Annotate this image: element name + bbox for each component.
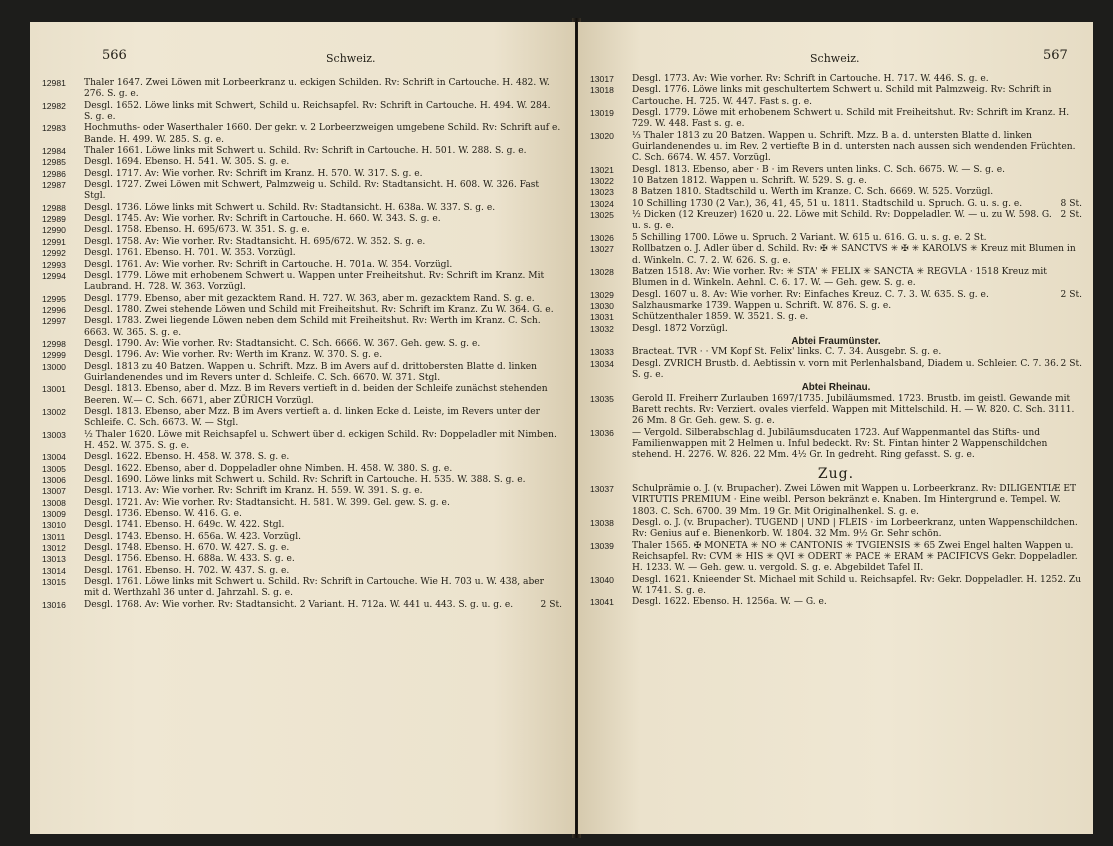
lot-number: 13040 [590, 574, 614, 585]
lot-number: 13027 [590, 244, 614, 255]
lot-description: Gerold II. Freiherr Zurlauben 1697/1735. Jubiläumsmed. 1723. Brustb. im geistl. Gewande mit Barett rechts. Rv: Verziert. ovales vierfeld. Wappen mit Mittelschild. H. — W. 820. C. Sch. 3111. 26 Mm. 8 Gr. Geh. gew. S. g. e. [632, 393, 1075, 427]
lot-number: 13008 [42, 497, 66, 508]
catalog-entry [590, 233, 1082, 244]
catalog-entry [42, 577, 562, 600]
catalog-entry [42, 260, 562, 271]
lot-number: 13016 [42, 599, 66, 610]
catalog-entry [42, 362, 562, 385]
lot-description: Desgl. 1713. Av: Wie vorher. Rv: Schrift im Kranz. H. 559. W. 391. S. g. e. [84, 486, 423, 497]
catalog-entry [590, 131, 1082, 165]
catalog-entry [42, 248, 562, 259]
lot-description: Desgl. 1694. Ebenso. H. 541. W. 305. S. g. e. [84, 157, 290, 168]
catalog-entry [42, 384, 562, 407]
lot-description: Desgl. 1717. Av: Wie vorher. Rv: Schrift im Kranz. H. 570. W. 317. S. g. e. [84, 168, 423, 179]
catalog-entry [590, 199, 1082, 210]
lot-description: Desgl. 1768. Av: Wie vorher. Rv: Stadtansicht. 2 Variant. H. 712a. W. 441 u. 443. S. g. u. g. e. [84, 599, 514, 610]
lot-number: 13003 [42, 429, 66, 440]
lot-description: Salzhausmarke 1739. Wappen u. Schrift. W. 876. S. g. e. [632, 300, 892, 311]
lot-number: 13037 [590, 484, 614, 495]
lot-description: Desgl. 1721. Av: Wie vorher. Rv: Stadtansicht. H. 581. W. 399. Gel. gew. S. g. e. [84, 497, 450, 508]
piece-count: 8 St. [1060, 198, 1082, 209]
lot-number: 12988 [42, 202, 66, 213]
lot-number: 13021 [590, 164, 614, 175]
lot-description: Desgl. 1622. Ebenso. H. 458. W. 378. S. g. e. [84, 452, 290, 463]
lot-number: 13022 [590, 176, 614, 187]
catalog-entry [590, 244, 1082, 267]
lot-description: Desgl. 1652. Löwe links mit Schwert, Schild u. Reichsapfel. Rv: Schrift in Cartouche. H. 494. W. 284. S. g. e. [84, 100, 551, 123]
lot-description: Thaler 1661. Löwe links mit Schwert u. Schild. Rv: Schrift in Cartouche. H. 501. W. 288. S. g. e. [84, 146, 527, 157]
piece-count: 2 St. [1060, 210, 1082, 221]
lot-description: ⅓ Thaler 1813 zu 20 Batzen. Wappen u. Schrift. Mzz. B a. d. untersten Blatte d. linken Guirlandenendes u. im Rev. 2 vertiefte B in d. untersten nach aussen sich wendenden Früchten. C. Sch. 6674. W. 457. Vorzügl. [632, 130, 1076, 164]
catalog-entry [42, 464, 562, 475]
catalog-entry [590, 176, 1082, 187]
catalog-entry [42, 180, 562, 203]
lot-number: 12999 [42, 350, 66, 361]
lot-number: 13028 [590, 266, 614, 277]
catalog-entry [590, 74, 1082, 85]
catalog-entry [590, 210, 1082, 233]
catalog-entry [42, 600, 562, 611]
catalog-entry [42, 452, 562, 463]
section-heading: Abtei Fraumünster. [791, 335, 881, 347]
catalog-entry [42, 554, 562, 565]
lot-number: 13033 [590, 347, 614, 358]
lot-number: 13031 [590, 312, 614, 323]
catalog-entry [42, 101, 562, 124]
catalog-entry [590, 347, 1082, 358]
catalog-entry [42, 350, 562, 361]
catalog-entry [42, 214, 562, 225]
page-header: Schweiz. [326, 52, 376, 65]
lot-description: Desgl. 1622. Ebenso. H. 1256a. W. — G. e. [632, 597, 827, 608]
lot-description: Desgl. 1761. Ebenso. H. 702. W. 437. S. g. e. [84, 565, 290, 576]
catalog-entry [590, 108, 1082, 131]
lot-description: Desgl. 1776. Löwe links mit geschultertem Schwert u. Schild mit Palmzweig. Rv: Schrift in Cartouche. H. 725. W. 447. Fast s. g. e. [632, 85, 1052, 107]
lot-number: 13029 [590, 289, 614, 300]
catalog-column [590, 74, 1082, 609]
catalog-entry [42, 339, 562, 350]
lot-description: Rollbatzen o. J. Adler über d. Schild. Rv: ✠ ✳ SANCTVS ✳ ✠ ✳ KAROLVS ✳ Kreuz mit Blumen in d. Winkeln. C. 7. 2. W. 626. S. g. e. [632, 244, 1076, 266]
lot-number: 13032 [590, 323, 614, 334]
right-page [578, 22, 1093, 834]
section-heading: Abtei Rheinau. [801, 382, 871, 394]
catalog-entry [42, 430, 562, 453]
catalog-entry [590, 290, 1082, 301]
lot-description: Desgl. 1872 Vorzügl. [632, 323, 728, 334]
lot-number: 13035 [590, 393, 614, 404]
lot-description: Desgl. 1745. Av: Wie vorher. Rv: Schrift in Cartouche. H. 660. W. 343. S. g. e. [84, 214, 441, 225]
catalog-entry [590, 324, 1082, 335]
lot-number: 13011 [42, 531, 66, 542]
catalog-entry [42, 532, 562, 543]
lot-number: 13030 [590, 300, 614, 311]
lot-description: Desgl. 1736. Löwe links mit Schwert u. Schild. Rv: Stadtansicht. H. 638a. W. 337. S. g. e. [84, 202, 496, 213]
catalog-entry [42, 294, 562, 305]
lot-number: 12989 [42, 214, 66, 225]
left-page [30, 22, 575, 834]
lot-number: 12985 [42, 157, 66, 168]
catalog-entry [42, 520, 562, 531]
lot-description: Thaler 1565. ✠ MONETA ✳ NO ✳ CANTONIS ✳ TVGIENSIS ✳ 65 Zwei Engel halten Wappen u. Reichsapfel. Rv: CVM ✳ HIS ✳ QVI ✳ ODERT ✳ PACE ✳ ERAM ✳ PACIFICVS Gekr. Doppeladler. H. 1233. W. — Geh. gew. u. vergold. S. g. e. Abgebildet Tafel II. [632, 540, 1078, 574]
catalog-entry [42, 203, 562, 214]
lot-description: Desgl. 1783. Zwei liegende Löwen neben dem Schild mit Freiheitshut. Rv: Werth im Kranz. C. Sch. 6663. W. 365. S. g. e. [84, 316, 541, 338]
catalog-entry [42, 316, 562, 339]
lot-number: 12987 [42, 180, 66, 191]
piece-count: 2 St. [1060, 358, 1082, 369]
lot-number: 13018 [590, 85, 614, 96]
lot-description: Bracteat. TVR · · VM Kopf St. Felix' links. C. 7. 34. Ausgebr. S. g. e. [632, 347, 942, 358]
lot-description: Desgl. 1748. Ebenso. H. 670. W. 427. S. g. e. [84, 543, 290, 554]
piece-count: 2 St. [540, 599, 562, 610]
lot-description: Desgl. 1758. Av: Wie vorher. Rv: Stadtansicht. H. 695/672. W. 352. S. g. e. [84, 236, 426, 247]
lot-description: Desgl. 1736. Ebenso. W. 416. G. e. [84, 509, 242, 520]
entries-zurich [590, 74, 1082, 335]
lot-description: Desgl. 1690. Löwe links mit Schwert u. Schild. Rv: Schrift in Cartouche. H. 535. W. 388. S. g. e. [84, 475, 526, 486]
lot-description: Desgl. 1779. Löwe mit erhobenem Schwert u. Wappen unter Freiheitshut. Rv: Schrift im Kranz. Mit Laubrand. H. 728. W. 363. Vorzügl. [84, 270, 545, 293]
lot-description: Desgl. 1813. Ebenso, aber Mzz. B im Avers vertieft a. d. linken Ecke d. Leiste, im Revers unter der Schleife. C. Sch. 6673. W. — Stgl. [84, 406, 540, 429]
lot-number: 12982 [42, 100, 66, 111]
lot-number: 12990 [42, 225, 66, 236]
catalog-entry [42, 566, 562, 577]
lot-description: Batzen 1518. Av: Wie vorher. Rv: ✳ STA' ✳ FELIX ✳ SANCTA ✳ REGVLA · 1518 Kreuz mit Blumen in d. Winkeln. Aehnl. C. 6. 17. W. — Geh. gew. S. g. e. [632, 266, 1047, 289]
lot-number: 12984 [42, 146, 66, 157]
piece-count: 2 St. [1060, 289, 1082, 300]
catalog-entry [42, 543, 562, 554]
catalog-entry [590, 312, 1082, 323]
catalog-entry [42, 271, 562, 294]
lot-description: Desgl. 1780. Zwei stehende Löwen und Schild mit Freiheitshut. Rv: Schrift im Kranz. Zu W. 364. G. e. [84, 304, 554, 315]
lot-description: Desgl. 1790. Av: Wie vorher. Rv: Stadtansicht. C. Sch. 6666. W. 367. Geh. gew. S. g. e. [84, 338, 481, 349]
lot-number: 13012 [42, 543, 66, 554]
lot-description: Desgl. 1796. Av: Wie vorher. Rv: Werth im Kranz. W. 370. S. g. e. [84, 350, 383, 361]
lot-description: Thaler 1647. Zwei Löwen mit Lorbeerkranz u. eckigen Schilden. Rv: Schrift in Cartouche. H. 482. W. 276. S. g. e. [84, 78, 550, 100]
lot-description: Desgl. 1621. Knieender St. Michael mit Schild u. Reichsapfel. Rv: Gekr. Doppeladler. H. 1252. Zu W. 1741. S. g. e. [632, 574, 1082, 597]
lot-number: 13023 [590, 187, 614, 198]
lot-number: 12992 [42, 248, 66, 259]
lot-number: 13038 [590, 518, 614, 529]
lot-description: Desgl. 1779. Ebenso, aber mit gezacktem Rand. H. 727. W. 363, aber m. gezacktem Rand. S. g. e. [84, 293, 535, 304]
lot-number: 13015 [42, 577, 66, 588]
lot-description: Schulprämie o. J. (v. Brupacher). Zwei Löwen mit Wappen u. Lorbeerkranz. Rv: DILIGENTIÆ ET VIRTUTIS PREMIUM · Eine weibl. Person bekränzt e. Knaben. Im Hintergrund e. Tempel. W. 1803. C. Sch. 6700. 39 Mm. 19 Gr. Mit Originalhenkel. S. g. e. [632, 484, 1077, 517]
lot-number: 13041 [590, 597, 614, 608]
catalog-entry [42, 486, 562, 497]
lot-description: Desgl. 1727. Zwei Löwen mit Schwert, Palmzweig u. Schild. Rv: Stadtansicht. H. 608. W. 326. Fast Stgl. [84, 180, 540, 202]
catalog-entry [42, 498, 562, 509]
catalog-entry [42, 157, 562, 168]
lot-number: 13004 [42, 452, 66, 463]
entries-fraumuenster [590, 347, 1082, 381]
lot-number: 13005 [42, 463, 66, 474]
lot-description: Desgl. o. J. (v. Brupacher). TUGEND | UND | FLEIS · im Lorbeerkranz, unten Wappenschildchen. Rv: Genius auf e. Bienenkorb. W. 1804. 32 Mm. 9½ Gr. Sehr schön. [632, 518, 1078, 540]
catalog-entry [590, 394, 1082, 428]
lot-number: 13001 [42, 384, 66, 395]
catalog-column [42, 78, 562, 611]
lot-description: Schützenthaler 1859. W. 3521. S. g. e. [632, 312, 809, 323]
lot-number: 13026 [590, 232, 614, 243]
page-number: 567 [1043, 48, 1068, 63]
catalog-entry [590, 597, 1082, 608]
lot-number: 13039 [590, 540, 614, 551]
lot-number: 13036 [590, 427, 614, 438]
lot-description: Desgl. ZVRICH Brustb. d. Aebtissin v. vorn mit Perlenhalsband, Diadem u. Schleier. C. 7. 36. S. g. e. [632, 358, 1059, 380]
lot-description: — Vergold. Silberabschlag d. Jubiläumsducaten 1723. Auf Wappenmantel das Stifts- und Familienwappen mit 2 Helmen u. Inful bedeckt. Rv: St. Fintan hinter 2 Wappenschildchen stehend. H. 2276. W. 826. 22 Mm. 4½ Gr. In gedreht. Ring gefasst. S. g. e. [632, 427, 1048, 461]
lot-number: 13007 [42, 486, 66, 497]
lot-description: Desgl. 1741. Ebenso. H. 649c. W. 422. Stgl. [84, 520, 285, 531]
catalog-entry [42, 169, 562, 180]
lot-number: 12981 [42, 78, 66, 88]
lot-number: 13010 [42, 520, 66, 531]
catalog-entry [590, 359, 1082, 382]
catalog-entry [42, 407, 562, 430]
lot-number: 12991 [42, 236, 66, 247]
catalog-entry [590, 518, 1082, 541]
catalog-entry [42, 305, 562, 316]
lot-number: 13019 [590, 108, 614, 119]
catalog-entry [590, 165, 1082, 176]
lot-description: Desgl. 1756. Ebenso. H. 688a. W. 433. S. g. e. [84, 554, 295, 565]
lot-description: 8 Batzen 1810. Stadtschild u. Werth im Kranze. C. Sch. 6669. W. 525. Vorzügl. [632, 187, 994, 198]
lot-number: 13014 [42, 565, 66, 576]
page-header: Schweiz. [810, 52, 860, 65]
lot-description: Desgl. 1773. Av: Wie vorher. Rv: Schrift in Cartouche. H. 717. W. 446. S. g. e. [632, 74, 989, 84]
lot-description: Desgl. 1813. Ebenso, aber · B · im Revers unten links. C. Sch. 6675. W. — S. g. e. [632, 164, 1005, 175]
lot-description: Desgl. 1813 zu 40 Batzen. Wappen u. Schrift. Mzz. B im Avers auf d. drittobersten Blatte d. linken Guirlandenendes und im Revers unter d. Schleife. C. Sch. 6670. W. 371. Stgl. [84, 361, 537, 383]
lot-description: ½ Dicken (12 Kreuzer) 1620 u. 22. Löwe mit Schild. Rv: Doppeladler. W. — u. zu W. 598. G. u. s. g. e. [632, 210, 1052, 232]
lot-description: Desgl. 1813. Ebenso, aber d. Mzz. B im Revers vertieft in d. beiden der Schleife zunächst stehenden Beeren. W.— C. Sch. 6671, aber ZÜRICH Vorzügl. [84, 384, 548, 406]
lot-description: Desgl. 1622. Ebenso, aber d. Doppeladler ohne Nimben. H. 458. W. 380. S. g. e. [84, 463, 453, 474]
section-heading: Zug. [817, 465, 855, 482]
lot-description: Desgl. 1779. Löwe mit erhobenem Schwert u. Schild mit Freiheitshut. Rv: Schrift im Kranz. H. 729. W. 448. Fast s. g. e. [632, 108, 1070, 130]
catalog-entry [590, 484, 1082, 518]
page-number: 566 [102, 48, 127, 63]
catalog-entry [590, 187, 1082, 198]
lot-number: 12995 [42, 293, 66, 304]
catalog-entry [590, 428, 1082, 462]
lot-description: Desgl. 1761. Löwe links mit Schwert u. Schild. Rv: Schrift in Cartouche. Wie H. 703 u. W. 438, aber mit d. Werthzahl 36 unter d. Jahrzahl. S. g. e. [84, 577, 545, 599]
catalog-entry [590, 575, 1082, 598]
lot-number: 12993 [42, 259, 66, 270]
lot-number: 13017 [590, 74, 614, 84]
lot-description: Desgl. 1758. Ebenso. H. 695/673. W. 351. S. g. e. [84, 225, 310, 236]
catalog-entry [590, 301, 1082, 312]
lot-number: 12983 [42, 123, 66, 134]
lot-description: Desgl. 1761. Ebenso. H. 701. W. 353. Vorzügl. [84, 248, 296, 259]
lot-description: 10 Schilling 1730 (2 Var.), 36, 41, 45, 51 u. 1811. Stadtschild u. Spruch. G. u. s. g. e. [632, 198, 1023, 209]
catalog-entry [42, 237, 562, 248]
lot-description: Desgl. 1743. Ebenso. H. 656a. W. 423. Vorzügl. [84, 531, 302, 542]
catalog-entry [42, 225, 562, 236]
lot-number: 12997 [42, 316, 66, 327]
lot-number: 13013 [42, 554, 66, 565]
lot-number: 13034 [590, 358, 614, 369]
catalog-entry [590, 267, 1082, 290]
lot-description: Desgl. 1761. Av: Wie vorher. Rv: Schrift in Cartouche. H. 701a. W. 354. Vorzügl. [84, 259, 453, 270]
lot-number: 12994 [42, 270, 66, 281]
lot-description: 5 Schilling 1700. Löwe u. Spruch. 2 Variant. W. 615 u. 616. G. u. s. g. e. 2 St. [632, 232, 987, 243]
catalog-entry [42, 146, 562, 157]
lot-description: ½ Thaler 1620. Löwe mit Reichsapfel u. Schwert über d. eckigen Schild. Rv: Doppeladler mit Nimben. H. 452. W. 375. S. g. e. [84, 429, 557, 451]
lot-number: 13020 [590, 130, 614, 141]
entries-rheinau [590, 394, 1082, 462]
lot-number: 12986 [42, 168, 66, 179]
lot-number: 13025 [590, 210, 614, 221]
catalog-entry [590, 85, 1082, 108]
lot-number: 13009 [42, 509, 66, 520]
lot-number: 13000 [42, 361, 66, 372]
lot-number: 13002 [42, 406, 66, 417]
catalog-entry [42, 78, 562, 101]
lot-description: Desgl. 1607 u. 8. Av: Wie vorher. Rv: Einfaches Kreuz. C. 7. 3. W. 635. S. g. e. [632, 289, 989, 300]
lot-description: Hochmuths- oder Waserthaler 1660. Der gekr. v. 2 Lorbeerzweigen umgebene Schild. Rv: Schrift auf e. Bande. H. 499. W. 285. S. g. e. [84, 123, 561, 145]
catalog-entry [42, 475, 562, 486]
lot-number: 13024 [590, 198, 614, 209]
lot-number: 12998 [42, 338, 66, 349]
lot-number: 13006 [42, 475, 66, 486]
entries-zug [590, 484, 1082, 609]
catalog-entry [590, 541, 1082, 575]
catalog-entry [42, 509, 562, 520]
lot-number: 12996 [42, 304, 66, 315]
catalog-entry [42, 123, 562, 146]
lot-description: 10 Batzen 1812. Wappen u. Schrift. W. 529. S. g. e. [632, 176, 867, 187]
